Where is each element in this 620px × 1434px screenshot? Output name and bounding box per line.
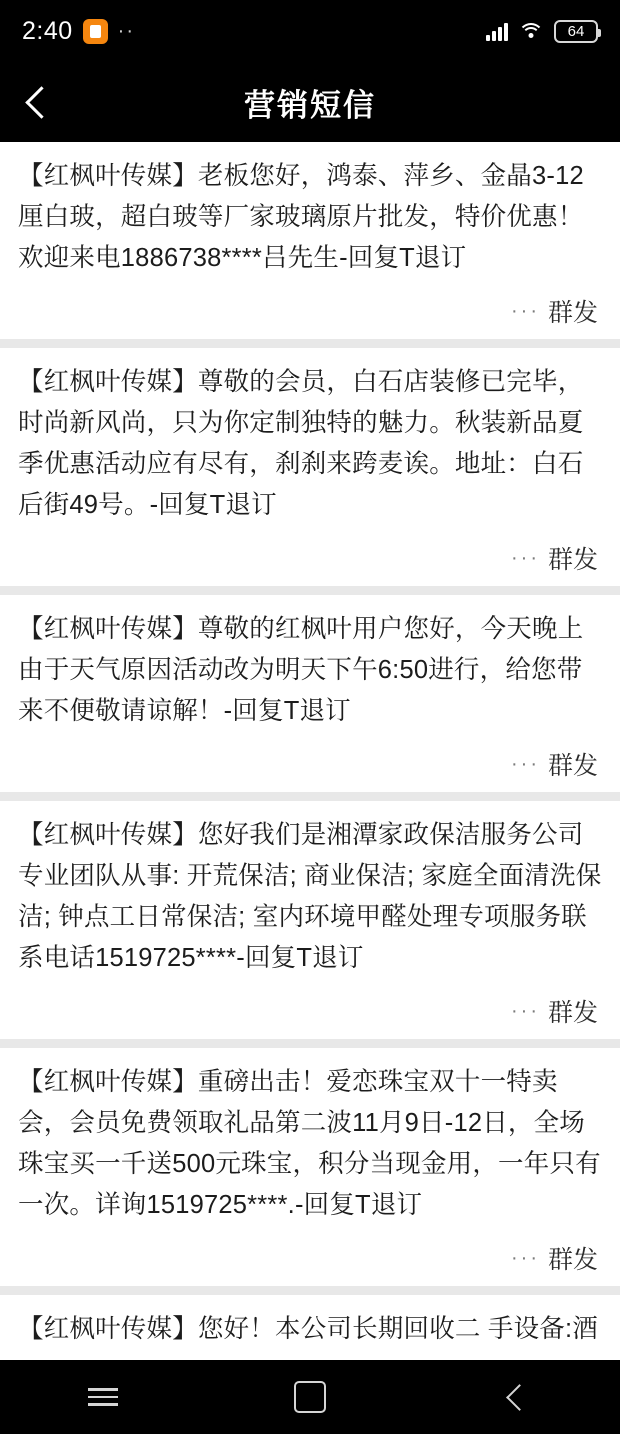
list-item[interactable] [0,1048,620,1286]
list-divider [0,1039,620,1048]
message-type-label: 群发 [547,1246,598,1274]
cellular-signal-icon [486,21,508,41]
message-meta [18,1240,602,1276]
more-dots-icon: ··· [511,753,540,775]
home-button[interactable] [255,1360,365,1434]
menu-icon [88,1383,118,1411]
message-meta [18,540,602,576]
more-dots-icon: ··· [511,547,540,569]
list-divider [0,1286,620,1295]
message-text: 【红枫叶传媒】尊敬的会员，白石店装修已完毕，时尚新风尚，只为你定制独特的魅力。秋装新品夏季优惠活动应有尽有，刹刹来跨麦诶。地址：白石后街49号。-回复T退订 [18,368,584,519]
list-item[interactable] [0,142,620,339]
message-text: 【红枫叶传媒】重磅出击！爱恋珠宝双十一特卖会，会员免费领取礼品第二波11月9日-12日，全场珠宝买一千送500元珠宝，积分当现金用，一年只有一次。详询1519725****.-回复T退订 [18,1068,601,1219]
more-dots-icon: ··· [511,1000,540,1022]
list-divider [0,339,620,348]
back-button[interactable] [0,62,76,142]
list-item[interactable] [0,595,620,792]
message-text: 【红枫叶传媒】您好我们是湘潭家政保洁服务公司专业团队从事: 开荒保洁; 商业保洁; 家庭全面清洗保洁; 钟点工日常保洁; 室内环境甲醛处理专项服务联系电话1519725****-回复T退订 [18,821,602,972]
status-clock: 2:40 [22,16,73,45]
list-item[interactable] [0,801,620,1039]
list-divider [0,586,620,595]
message-type-label: 群发 [547,999,598,1027]
status-more-icon: ·· [117,20,135,42]
status-bar-right [486,20,598,43]
wifi-icon [519,22,543,41]
more-dots-icon: ··· [511,300,540,322]
more-dots-icon: ··· [511,1247,540,1269]
battery-icon [554,20,598,43]
home-icon [294,1381,326,1413]
message-meta [18,993,602,1029]
message-text: 【红枫叶传媒】您好！本公司长期回收二 手设备:酒 [18,1315,598,1343]
back-chevron-icon [25,86,58,119]
page-title: 营销短信 [244,87,376,123]
back-icon [506,1384,533,1411]
message-meta [18,746,602,782]
message-type-label: 群发 [547,752,598,780]
message-meta [18,293,602,329]
message-type-label: 群发 [547,299,598,327]
app-badge-icon [83,19,108,44]
list-divider [0,792,620,801]
app-title-bar [0,62,620,142]
message-type-label: 群发 [547,546,598,574]
list-item[interactable] [0,1295,620,1360]
status-bar [0,0,620,62]
message-text: 【红枫叶传媒】尊敬的红枫叶用户您好，今天晚上由于天气原因活动改为明天下午6:50进行，给您带来不便敬请谅解！-回复T退订 [18,615,584,725]
battery-level-label: 64 [567,22,585,40]
system-back-button[interactable] [462,1360,572,1434]
status-bar-left [22,17,135,46]
recents-button[interactable] [48,1360,158,1434]
system-navigation-bar [0,1360,620,1434]
message-list[interactable] [0,142,620,1360]
message-text: 【红枫叶传媒】老板您好，鸿泰、萍乡、金晶3-12厘白玻，超白玻等厂家玻璃原片批发，特价优惠！欢迎来电1886738****吕先生-回复T退订 [18,162,584,272]
list-item[interactable] [0,348,620,586]
